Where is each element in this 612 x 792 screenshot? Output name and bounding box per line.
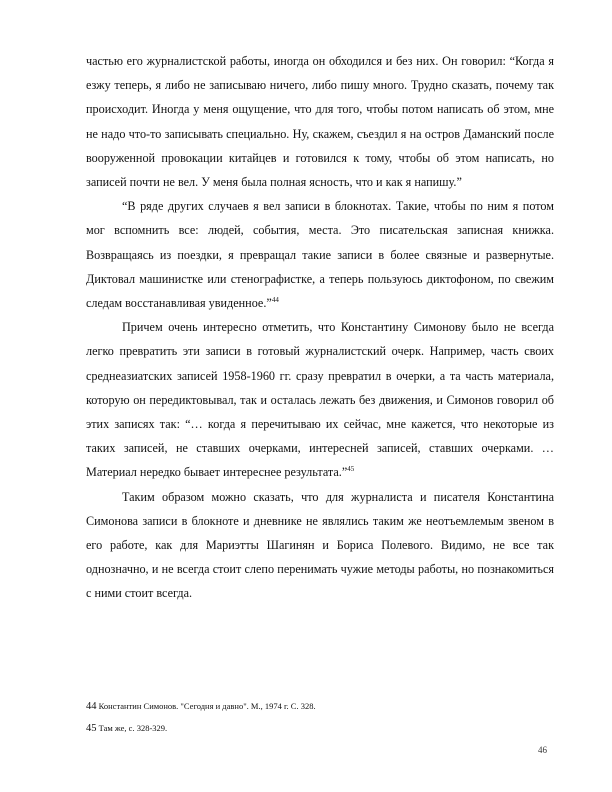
footnote-text: Константин Симонов. "Сегодня и давно". М., 1974 г. С. 328. (96, 701, 316, 711)
footnote-number: 44 (86, 701, 97, 712)
paragraph-4 (86, 485, 554, 606)
footnote-44 (86, 701, 554, 712)
paragraph-1-text: частью его журналистской работы, иногда он обходился и без них. Он говорил: “Когда я езжу теперь, я либо не записываю ничего, либо пишу много. Трудно сказать, почему так происходит. Иногда у меня ощущение, что для того, чтобы потом написать об этом, мне не надо что-то записывать специально. Ну, скажем, съездил я на остров Даманский после вооруженной провокации китайцев и готовился к тому, чтобы об этом написать, но записей почти не вел. У меня была полная ясность, что и как я напишу.” (86, 54, 554, 190)
page-number: 46 (538, 745, 547, 755)
body-text (86, 49, 554, 606)
paragraph-1 (86, 49, 554, 194)
paragraph-2 (86, 194, 554, 315)
footnote-ref-44[interactable]: 44 (271, 296, 279, 305)
paragraph-2-text: “В ряде других случаев я вел записи в блокнотах. Такие, чтобы по ним я потом мог вспомнить все: людей, события, места. Это писательская записная книжка. Возвращаясь из поездки, я превращал такие записи в более связные и развернутые. Диктовал машинистке или стенографистке, а теперь пользуюсь диктофоном, по свежим следам восстанавливая увиденное.” (86, 199, 554, 311)
paragraph-3-text: Причем очень интересно отметить, что Константину Симонову было не всегда легко превратить эти записи в готовый журналистский очерк. Например, часть своих среднеазиатских записей 1958-1960 гг. сразу превратил в очерки, а та часть материала, которую он передиктовывал, так и осталась лежать без движения, и Симонов говорил об этих записях так: “… когда я перечитываю их сейчас, мне кажется, что некоторые из таких записей, не ставших очерками, интересней записей, ставших очерками. …Материал нередко бывает интереснее результата.” (86, 320, 554, 480)
paragraph-4-text: Таким образом можно сказать, что для журналиста и писателя Константина Симонова записи в блокноте и дневнике не являлись таким же неотъемлемым звеном в его работе, как для Мариэтты Шагинян и Бориса Полевого. Видимо, не все так однозначно, и не всегда стоит слепо перенимать чужие методы работы, но познакомиться с ними стоит всегда. (86, 489, 554, 601)
footnote-text: Там же, с. 328-329. (96, 723, 168, 733)
footnote-45 (86, 723, 554, 734)
footnote-number: 45 (86, 723, 97, 734)
paragraph-3 (86, 315, 554, 484)
footnotes (86, 701, 554, 745)
footnote-ref-45[interactable]: 45 (347, 465, 355, 474)
